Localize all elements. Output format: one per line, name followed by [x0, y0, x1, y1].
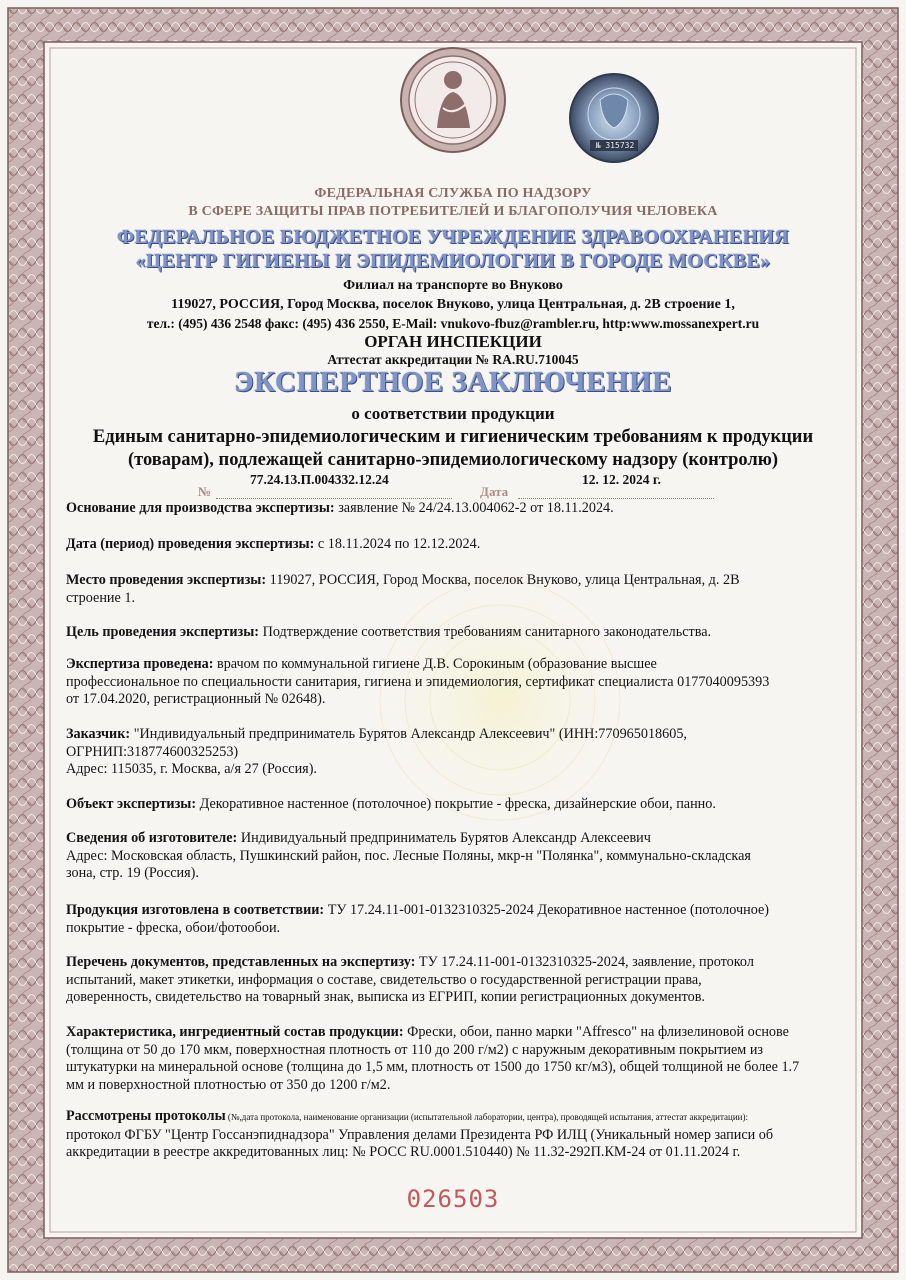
institution-line1: ФЕДЕРАЛЬНОЕ БЮДЖЕТНОЕ УЧРЕЖДЕНИЕ ЗДРАВООХРАНЕНИЯ: [117, 226, 789, 248]
section-value: профессиональное по специальности санитария, гигиена и эпидемиология, сертификат специалиста 0177040095393: [66, 673, 770, 690]
section-value: Адрес: Московская область, Пушкинский район, пос. Лесные Поляны, мкр-н "Полянка", коммунально-складская: [66, 847, 751, 864]
section-value: "Индивидуальный предприниматель Бурятов Александр Алексеевич" (ИНН:770965018605,: [130, 726, 687, 742]
section-composition: [66, 1024, 856, 1094]
section-period: [66, 536, 856, 554]
conclusion-number: 77.24.13.П.004332.12.24: [250, 472, 389, 487]
section-value: штукатурки на минеральной основе (толщина до 1,5 мм, плотность от 1500 до 1750 кг/м3), общей толщиной не более 1.7: [66, 1059, 800, 1075]
section-label: Место проведения экспертизы:: [66, 572, 267, 588]
section-manufacturer: [66, 830, 856, 883]
title-subline1: о соответствии продукции: [351, 404, 555, 423]
section-value: с 18.11.2024 по 12.12.2024.: [314, 536, 481, 552]
section-documents: [66, 954, 856, 1007]
section-value: ТУ 17.24.11-001-0132310325-2024, заявление, протокол: [415, 954, 754, 970]
section-label: Заказчик:: [66, 726, 131, 742]
section-protocols: [66, 1108, 856, 1162]
section-value: доверенность, свидетельство на товарный знак, выписка из ЕГРИП, копии регистрационных документов.: [66, 989, 705, 1005]
section-value: испытаний, макет этикетки, информация о составе, свидетельство о государственной регистрации права,: [66, 971, 702, 988]
section-value: строение 1.: [66, 589, 135, 606]
branch-name: Филиал на транспорте во Внуково: [343, 278, 563, 293]
section-label: Перечень документов, представленных на экспертизу:: [66, 954, 416, 970]
section-value: протокол ФГБУ "Центр Госсанэпиднадзора" Управления делами Президента РФ ИЛЦ (Уникальный номер записи об: [66, 1126, 774, 1143]
number-label: №: [198, 484, 212, 499]
institution-line2: «ЦЕНТР ГИГИЕНЫ И ЭПИДЕМИОЛОГИИ В ГОРОДЕ МОСКВЕ»: [135, 250, 771, 272]
section-value: ТУ 17.24.11-001-0132310325-2024 Декоративное настенное (потолочное): [324, 902, 769, 918]
section-value: Подтверждение соответствия требованиям санитарного законодательства.: [259, 624, 712, 640]
section-label: Основание для производства экспертизы:: [66, 500, 335, 516]
hologram-number: № 315732: [595, 141, 635, 150]
section-basis: [66, 500, 856, 518]
section-value: Индивидуальный предприниматель Бурятов Александр Алексеевич: [237, 830, 651, 846]
agency-line1: ФЕДЕРАЛЬНАЯ СЛУЖБА ПО НАДЗОРУ: [314, 186, 592, 201]
title-subline3: (товарам), подлежащей санитарно-эпидемиологическому надзору (контролю): [127, 450, 779, 470]
section-label: Объект экспертизы:: [66, 796, 197, 812]
section-standard: [66, 902, 856, 937]
serial-number: 026503: [406, 1185, 500, 1213]
section-label: Дата (период) проведения экспертизы:: [66, 536, 315, 552]
section-value: ОГРНИП:318774600325253): [66, 743, 239, 760]
section-value: покрытие - фреска, обои/фотообои.: [66, 919, 281, 936]
inspection-body: ОРГАН ИНСПЕКЦИИ: [364, 332, 542, 351]
number-underline: [216, 497, 452, 499]
section-customer: [66, 726, 856, 779]
section-expert: [66, 656, 856, 709]
section-value: от 17.04.2020, регистрационный № 02648).: [66, 691, 326, 707]
date-label: Дата: [480, 484, 509, 499]
section-value: заявление № 24/24.13.004062-2 от 18.11.2024.: [334, 500, 614, 516]
section-label: Продукция изготовлена в соответствии:: [66, 902, 325, 918]
section-label: Рассмотрены протоколы: [66, 1108, 226, 1124]
section-value: мм и поверхностной плотностью от 350 до 1200 г/м2.: [66, 1076, 391, 1093]
section-note: (№,дата протокола, наименование организации (испытательной лаборатории, центра), проводящей испытания, аттестат аккредитации):: [225, 1112, 748, 1122]
section-value: (толщина от 50 до 170 мкм, поверхностная плотность от 110 до 200 г/м2) с наружным декоративным покрытием из: [66, 1041, 764, 1058]
section-label: Характеристика, ингредиентный состав продукции:: [66, 1024, 404, 1040]
section-label: Цель проведения экспертизы:: [66, 624, 260, 640]
branch-address: 119027, РОССИЯ, Город Москва, поселок Внуково, улица Центральная, д. 2В строение 1,: [171, 297, 735, 312]
section-value: Фрески, обои, панно марки "Affresco" на флизелиновой основе: [403, 1024, 789, 1040]
section-place: [66, 572, 856, 607]
section-value: Адрес: 115035, г. Москва, а/я 27 (Россия).: [66, 761, 317, 777]
title-subline2: Единым санитарно-эпидемиологическим и гигиеническим требованиям к продукции: [92, 427, 814, 447]
section-value: Декоративное настенное (потолочное) покрытие - фреска, дизайнерские обои, панно.: [196, 796, 716, 812]
section-value: зона, стр. 19 (Россия).: [66, 865, 199, 881]
document-title: ЭКСПЕРТНОЕ ЗАКЛЮЧЕНИЕ: [234, 366, 672, 398]
section-value: аккредитации в реестре аккредитованных лиц: № РОСС RU.0001.510440) № 11.32-292П.КМ-24 от 01.11.2024 г.: [66, 1144, 741, 1160]
branch-contacts: тел.: (495) 436 2548 факс: (495) 436 2550, E-Mail: vnukovo-fbuz@rambler.ru, http:www.mossanexpert.ru: [146, 316, 760, 331]
section-object: [66, 796, 856, 814]
agency-line2: В СФЕРЕ ЗАЩИТЫ ПРАВ ПОТРЕБИТЕЛЕЙ И БЛАГОПОЛУЧИЯ ЧЕЛОВЕКА: [188, 204, 718, 219]
section-value: врачом по коммунальной гигиене Д.В. Сорокиным (образование высшее: [213, 656, 657, 672]
section-value: 119027, РОССИЯ, Город Москва, поселок Внуково, улица Центральная, д. 2В: [266, 572, 740, 588]
conclusion-date: 12. 12. 2024 г.: [582, 472, 661, 487]
section-purpose: [66, 624, 856, 642]
date-underline: [518, 497, 714, 499]
accreditation-number: Аттестат аккредитации № RA.RU.710045: [327, 352, 579, 367]
section-label: Сведения об изготовителе:: [66, 830, 238, 846]
section-label: Экспертиза проведена:: [66, 656, 214, 672]
